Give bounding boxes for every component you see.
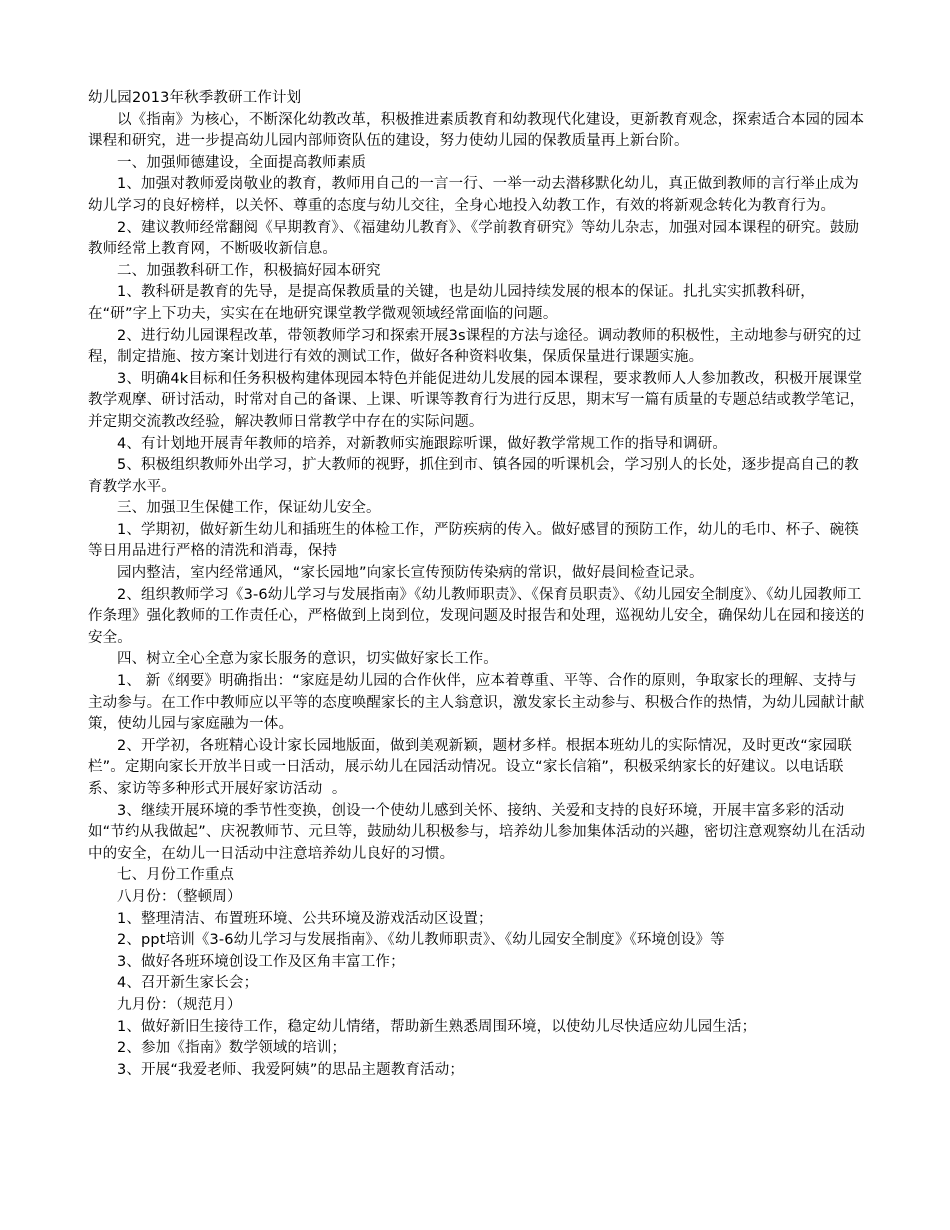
paragraph: 1、教科研是教育的先导，是提高保教质量的关键，也是幼儿园持续发展的根本的保证。扎扎实实抓教科研，在“研”字上下功夫，实实在在地研究课堂教学微观领域经常面临的问题。: [88, 284, 815, 322]
paragraph: 2、建议教师经常翻阅《早期教育》、《福建幼儿教育》、《学前教育研究》等幼儿杂志，加强对园本课程的研究。鼓励教师经常上教育网，不断吸收新信息。: [88, 219, 860, 258]
section-heading-2: 二、加强教科研工作，积极搞好园本研究: [117, 262, 381, 279]
paragraph: 园内整洁，室内经常通风，“家长园地”向家长宣传预防传染病的常识，做好晨间检查记录。: [117, 565, 704, 582]
paragraph: 1、学期初，做好新生幼儿和插班生的体检工作，严防疾病的传入。做好感冒的预防工作，幼儿的毛巾、杯子、碗筷等日用品进行严格的清洗和消毒，保持: [88, 521, 859, 560]
paragraph: 1、加强对教师爱岗敬业的教育，教师用自己的一言一行、一举一动去潜移默化幼儿，真正做到教师的言行举止成为幼儿学习的良好榜样，以关怀、尊重的态度与幼儿交往，全身心地投入幼教工作，有效的将新观念转化为教育行为。: [88, 176, 859, 214]
document-title: 幼儿园2013年秋季教研工作计划: [88, 90, 302, 106]
month-heading-august: 八月份：（整顿周）: [117, 888, 242, 905]
document-body: [88, 110, 868, 1082]
paragraph: 2、组织教师学习《3-6幼儿学习与发展指南》《幼儿教师职责》、《保育员职责》、《幼儿园安全制度》、《幼儿园教师工作条理》强化教师的工作责任心，严格做到上岗到位，发现问题及时报告和处理，巡视幼儿安全，确保幼儿在园和接送的安全。: [88, 586, 865, 646]
list-item: 3、开展“我爱老师、我爱阿姨”的思品主题教育活动；: [117, 1061, 464, 1078]
paragraph: 2、进行幼儿园课程改革，带领教师学习和探索开展3s课程的方法与途径。调动教师的积极性，主动地参与研究的过程，制定措施、按方案计划进行有效的测试工作，做好各种资料收集，保质保量进行课题实施。: [88, 327, 862, 366]
section-heading-7: 七、月份工作重点: [117, 867, 235, 884]
list-item: 2、ppt培训《3-6幼儿学习与发展指南》、《幼儿教师职责》、《幼儿园安全制度》《环境创设》等: [117, 932, 725, 949]
section-heading-3: 三、加强卫生保健工作，保证幼儿安全。: [117, 500, 381, 517]
paragraph-intro: 以《指南》为核心，不断深化幼教改革，积极推进素质教育和幼教现代化建设，更新教育观念，探索适合本园的园本课程和研究，进一步提高幼儿园内部师资队伍的建设，努力使幼儿园的保教质量再上新台阶。: [88, 111, 865, 150]
paragraph: 2、开学初，各班精心设计家长园地版面，做到美观新颖，题材多样。根据本班幼儿的实际情况，及时更改“家园联栏”。定期向家长开放半日或一日活动，展示幼儿在园活动情况。设立“家长信箱”，积极采纳家长的好建议。以电话联系、家访等多种形式开展好家访活动 。: [88, 737, 852, 797]
section-heading-4: 四、树立全心全意为家长服务的意识，切实做好家长工作。: [117, 651, 498, 668]
list-item: 2、参加《指南》数学领域的培训；: [117, 1040, 347, 1057]
paragraph: 4、有计划地开展青年教师的培养，对新教师实施跟踪听课，做好教学常规工作的指导和调研。: [117, 435, 728, 452]
paragraph: 3、继续开展环境的季节性变换，创设一个使幼儿感到关怀、接纳、关爱和支持的良好环境，开展丰富多彩的活动如“节约从我做起”、庆祝教师节、元旦等，鼓励幼儿积极参与，培养幼儿参加集体活动的兴趣，密切注意观察幼儿在活动中的安全，在幼儿一日活动中注意培养幼儿良好的习惯。: [88, 802, 866, 862]
list-item: 1、整理清洁、布置班环境、公共环境及游戏活动区设置；: [117, 910, 493, 927]
paragraph: 3、明确4k目标和任务积极构建体现园本特色并能促进幼儿发展的园本课程，要求教师人人参加教改，积极开展课堂教学观摩、研讨活动，时常对自己的备课、上课、听课等教育行为进行反思，期末写一篇有质量的专题总结或教学笔记，并定期交流教改经验，解决教师日常教学中存在的实际问题。: [88, 370, 865, 430]
list-item: 4、召开新生家长会；: [117, 975, 259, 992]
paragraph: 5、积极组织教师外出学习，扩大教师的视野，抓住到市、镇各园的听课机会，学习别人的长处，逐步提高自己的教育教学水平。: [88, 457, 859, 495]
list-item: 3、做好各班环境创设工作及区角丰富工作；: [117, 953, 405, 970]
section-heading-1: 一、加强师德建设，全面提高教师素质: [117, 154, 367, 171]
month-heading-september: 九月份：（规范月）: [117, 996, 242, 1013]
paragraph: 1、 新《纲要》明确指出：“家庭是幼儿园的合作伙伴，应本着尊重、平等、合作的原则，争取家长的理解、支持与主动参与。在工作中教师应以平等的态度唤醒家长的主人翁意识，激发家长主动参与、积极合作的热情，为幼儿园献计献策，使幼儿园与家庭融为一体。: [88, 673, 865, 733]
list-item: 1、做好新旧生接待工作，稳定幼儿情绪，帮助新生熟悉周围环境，以使幼儿尽快适应幼儿园生活；: [117, 1018, 757, 1035]
